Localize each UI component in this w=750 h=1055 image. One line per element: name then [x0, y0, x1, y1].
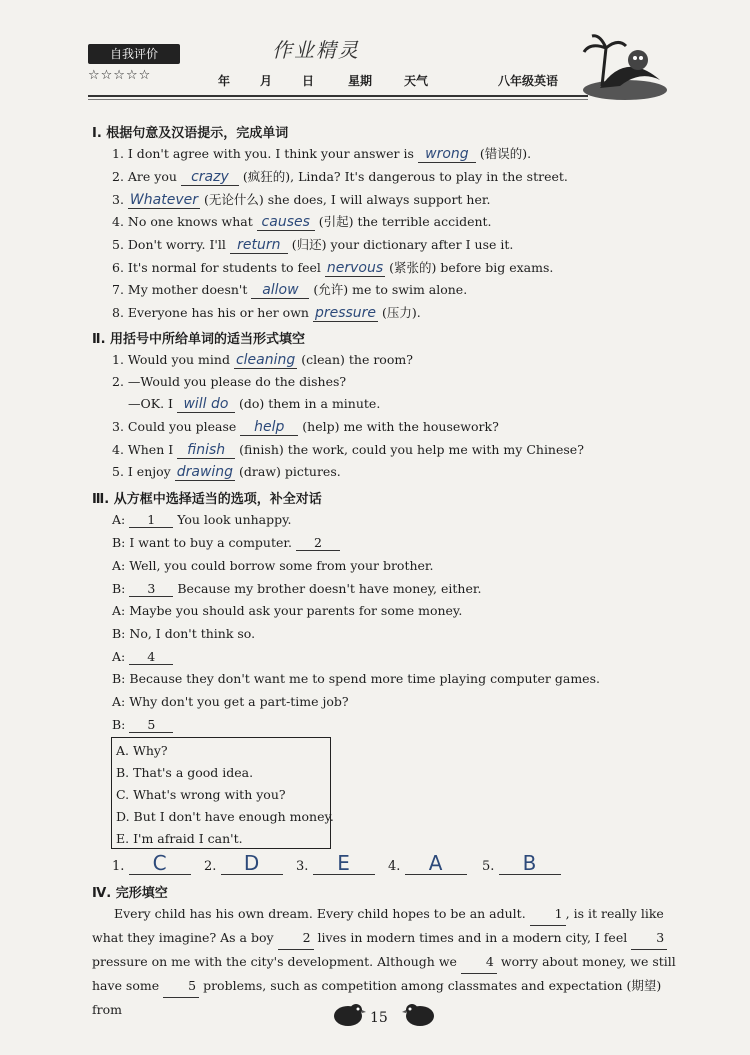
- dialog-blank[interactable]: 4: [129, 649, 173, 665]
- section-2-title: Ⅱ. 用括号中所给单词的适当形式填空: [92, 332, 306, 347]
- header-rule: [88, 95, 588, 97]
- cloze-blank[interactable]: 5: [163, 974, 199, 998]
- answer-item-3: 3. E: [296, 852, 375, 875]
- dialog-line-7: A: 4: [112, 649, 173, 665]
- page-header: [0, 0, 750, 120]
- s2-item-5: 5. I enjoy drawing (draw) pictures.: [112, 464, 341, 480]
- bird-right-icon: [402, 1000, 440, 1028]
- s2-item-3: 3. Could you please help (help) me with the housework?: [112, 419, 499, 435]
- answer-blank[interactable]: will do: [177, 396, 235, 413]
- s2-item-1: 1. Would you mind cleaning (clean) the room?: [112, 352, 413, 368]
- s1-item-4: 4. No one knows what causes (引起) the terrible accident.: [112, 214, 492, 230]
- option-b: B. That's a good idea.: [116, 765, 254, 780]
- option-e: E. I'm afraid I can't.: [116, 831, 243, 846]
- answer-blank[interactable]: crazy: [181, 169, 239, 186]
- answer-slot[interactable]: C: [129, 852, 191, 875]
- dialog-blank[interactable]: 5: [129, 717, 173, 733]
- dialog-line-9: A: Why don't you get a part-time job?: [112, 694, 349, 709]
- s1-item-1: 1. I don't agree with you. I think your answer is wrong (错误的).: [112, 146, 532, 162]
- answer-slot[interactable]: B: [499, 852, 561, 875]
- grade-subject: 八年级英语: [498, 74, 559, 88]
- s2-item-4: 4. When I finish (finish) the work, could you help me with my Chinese?: [112, 442, 584, 458]
- answer-blank[interactable]: finish: [177, 442, 235, 459]
- answer-blank[interactable]: nervous: [326, 260, 384, 276]
- cloze-blank[interactable]: 4: [461, 950, 497, 974]
- option-a: A. Why?: [116, 743, 168, 758]
- rating-stars: ☆☆☆☆☆: [88, 68, 152, 83]
- option-c: C. What's wrong with you?: [116, 787, 286, 802]
- weather-field: 天气: [404, 74, 429, 88]
- answer-blank[interactable]: return: [230, 237, 288, 254]
- answer-blank[interactable]: drawing: [176, 464, 234, 480]
- answer-slot[interactable]: D: [221, 852, 283, 875]
- answer-blank[interactable]: causes: [257, 214, 315, 231]
- self-evaluation-label: 自我评价: [88, 44, 180, 64]
- day-field: 日: [302, 74, 315, 88]
- bird-left-icon: [328, 1000, 366, 1028]
- s2-item-2: 2. —Would you please do the dishes?: [112, 374, 347, 389]
- s1-item-7: 7. My mother doesn't allow (允许) me to swim alone.: [112, 282, 468, 298]
- cloze-blank[interactable]: 1: [530, 902, 566, 926]
- option-d: D. But I don't have enough money.: [116, 809, 334, 824]
- answer-blank[interactable]: wrong: [418, 146, 476, 163]
- year-field: 年: [218, 74, 231, 88]
- s1-item-8: 8. Everyone has his or her own pressure (压力).: [112, 305, 421, 321]
- dialog-blank[interactable]: 3: [129, 581, 173, 597]
- answer-blank[interactable]: Whatever: [129, 192, 198, 208]
- answer-item-4: 4. A: [388, 852, 467, 875]
- section-1-title: Ⅰ. 根据句意及汉语提示，完成单词: [92, 126, 289, 141]
- cloze-paragraph: Every child has his own dream. Every child hopes to be an adult. 1 , is it really like what they imagine? As a boy 2 lives in modern times and in a modern city, I feel 3 pressure on me with the city's development. Although we 4 worry about money, we still have some 5 problems, such as competition among classmates and expectation (期望) from: [92, 902, 680, 1021]
- answer-blank[interactable]: allow: [251, 282, 309, 299]
- dialog-line-1: A: 1 You look unhappy.: [112, 512, 292, 527]
- dialog-line-8: B: Because they don't want me to spend more time playing computer games.: [112, 671, 600, 686]
- page-number: 15: [370, 1010, 388, 1026]
- s1-item-5: 5. Don't worry. I'll return (归还) your dictionary after I use it.: [112, 237, 514, 253]
- month-field: 月: [260, 74, 273, 88]
- s1-item-3: 3. Whatever (无论什么) she does, I will always support her.: [112, 192, 491, 208]
- dialog-line-3: A: Well, you could borrow some from your brother.: [112, 558, 434, 573]
- s1-item-6: 6. It's normal for students to feel nervous (紧张的) before big exams.: [112, 260, 554, 276]
- answer-item-1: 1. C: [112, 852, 191, 875]
- cloze-blank[interactable]: 2: [278, 926, 314, 950]
- answer-slot[interactable]: E: [313, 852, 375, 875]
- answer-blank[interactable]: cleaning: [235, 352, 296, 368]
- handwritten-title: 作业精灵: [272, 38, 360, 62]
- answer-blank[interactable]: pressure: [314, 305, 377, 321]
- island-cartoon-icon: [580, 30, 670, 102]
- section-3-title: Ⅲ. 从方框中选择适当的选项，补全对话: [92, 492, 322, 507]
- answer-blank[interactable]: help: [240, 419, 298, 436]
- answer-slot[interactable]: A: [405, 852, 467, 875]
- dialog-line-10: B: 5: [112, 717, 173, 733]
- dialog-line-2: B: I want to buy a computer. 2: [112, 535, 340, 551]
- s1-item-2: 2. Are you crazy (疯狂的), Linda? It's dangerous to play in the street.: [112, 169, 568, 185]
- dialog-blank[interactable]: 2: [296, 535, 340, 551]
- answer-item-2: 2. D: [204, 852, 283, 875]
- s2-item-2-reply: —OK. I will do (do) them in a minute.: [128, 396, 381, 412]
- cloze-blank[interactable]: 3: [631, 926, 667, 950]
- dialog-line-4: B: 3 Because my brother doesn't have money, either.: [112, 581, 482, 596]
- weekday-field: 星期: [348, 74, 373, 88]
- dialog-blank[interactable]: 1: [129, 512, 173, 528]
- answer-item-5: 5. B: [482, 852, 561, 875]
- answer-row: [112, 852, 572, 876]
- header-rule-thin: [88, 99, 588, 100]
- section-4-title: Ⅳ. 完形填空: [92, 886, 168, 901]
- dialog-line-6: B: No, I don't think so.: [112, 626, 256, 641]
- dialog-line-5: A: Maybe you should ask your parents for some money.: [112, 603, 463, 618]
